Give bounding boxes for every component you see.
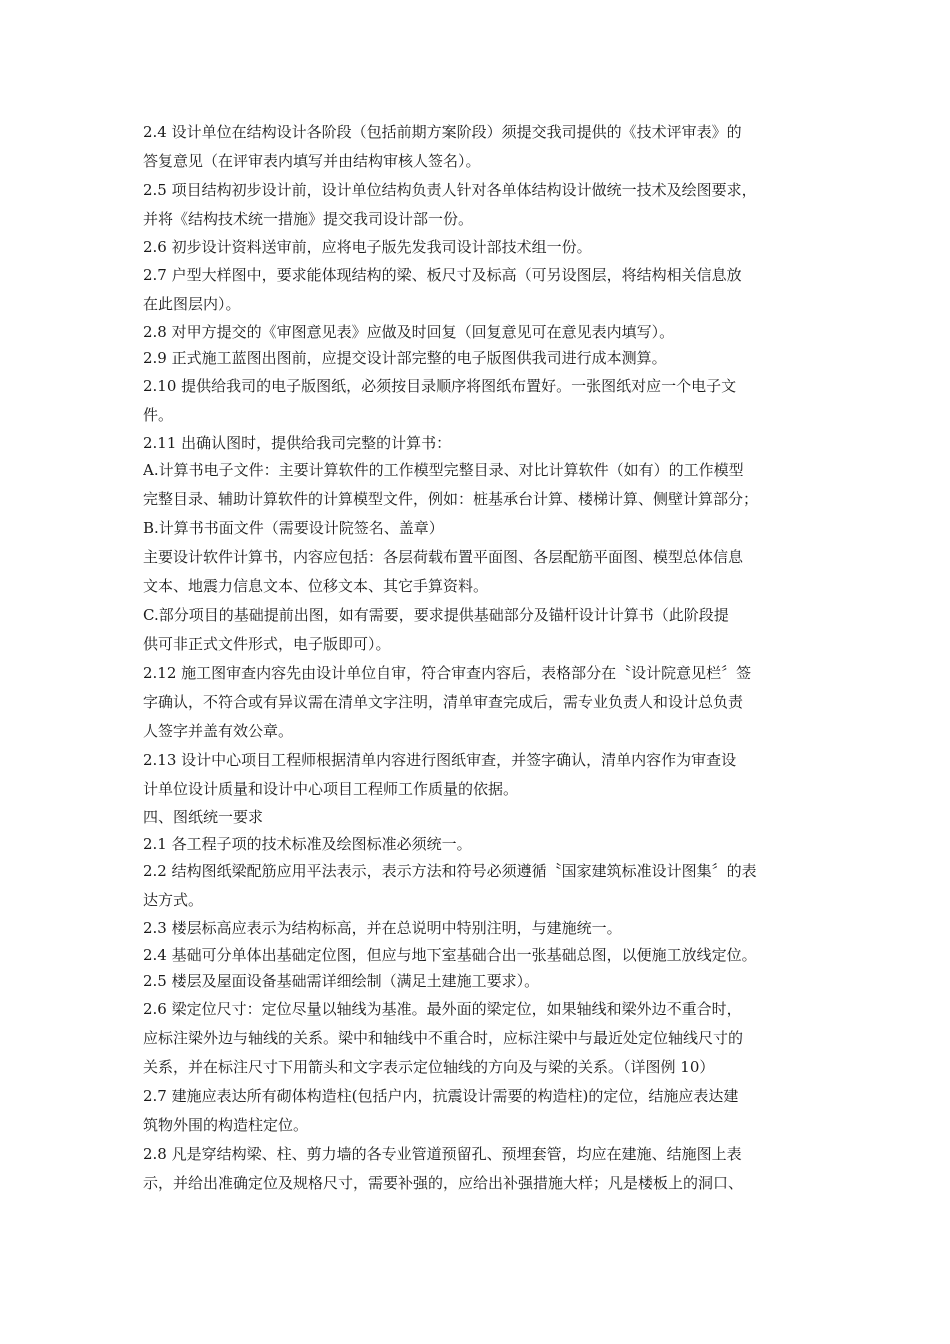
text-line: C.部分项目的基础提前出图，如有需要，要求提供基础部分及锚杆设计计算书（此阶段提 <box>143 606 729 624</box>
text-line: 2.7 户型大样图中，要求能体现结构的梁、板尺寸及标高（可另设图层，将结构相关信息放 <box>143 265 742 284</box>
text-line: 2.5 楼层及屋面设备基础需详细绘制（满足土建施工要求）。 <box>143 972 540 990</box>
text-line: 答复意见（在评审表内填写并由结构审核人签名）。 <box>143 152 481 170</box>
text-line: 文本、地震力信息文本、位移文本、其它手算资料。 <box>143 577 489 595</box>
text-line: 2.11 出确认图时，提供给我司完整的计算书： <box>143 433 452 452</box>
text-line: B.计算书书面文件（需要设计院签名、盖章） <box>143 519 444 537</box>
text-line: 2.1 各工程子项的技术标准及绘图标准必须统一。 <box>143 834 472 853</box>
text-line: 2.9 正式施工蓝图出图前，应提交设计部完整的电子版图供我司进行成本测算。 <box>143 349 667 367</box>
text-line: 达方式。 <box>143 891 204 909</box>
text-line: 2.10 提供给我司的电子版图纸，必须按目录顺序将图纸布置好。一张图纸对应一个电子文 <box>143 376 737 395</box>
section-heading: 四、图纸统一要求 <box>143 808 264 826</box>
text-line: 2.8 凡是穿结构梁、柱、剪力墙的各专业管道预留孔、预埋套管，均应在建施、结施图上表 <box>143 1144 742 1163</box>
text-line: 完整目录、辅助计算软件的计算模型文件，例如：桩基承台计算、楼梯计算、侧壁计算部分； <box>143 490 759 508</box>
text-line: 2.5 项目结构初步设计前，设计单位结构负责人针对各单体结构设计做统一技术及绘图要求， <box>143 181 757 199</box>
text-line: 2.4 基础可分单体出基础定位图，但应与地下室基础合出一张基础总图，以便施工放线定位。 <box>143 945 757 964</box>
text-line: 2.2 结构图纸梁配筋应用平法表示，表示方法和符号必须遵循〝国家建筑标准设计图集〞的表 <box>143 862 757 880</box>
text-line: 2.13 设计中心项目工程师根据清单内容进行图纸审查，并签字确认，清单内容作为审查设 <box>143 751 737 769</box>
text-line: 筑物外围的构造柱定位。 <box>143 1115 309 1134</box>
text-line: 件。 <box>143 405 174 424</box>
text-line: 2.3 楼层标高应表示为结构标高，并在总说明中特别注明，与建施统一。 <box>143 919 622 937</box>
text-line: 关系，并在标注尺寸下用箭头和文字表示定位轴线的方向及与梁的关系。（详图例 10） <box>143 1057 715 1076</box>
text-line: 供可非正式文件形式，电子版即可）。 <box>143 635 391 653</box>
text-line: 主要设计软件计算书，内容应包括：各层荷载布置平面图、各层配筋平面图、模型总体信息 <box>143 548 744 566</box>
text-line: 2.4 设计单位在结构设计各阶段（包括前期方案阶段）须提交我司提供的《技术评审表》的 <box>143 123 742 141</box>
text-line: 2.8 对甲方提交的《审图意见表》应做及时回复（回复意见可在意见表内填写）。 <box>143 322 675 341</box>
text-line: 人签字并盖有效公章。 <box>143 722 294 740</box>
text-line: 2.7 建施应表达所有砌体构造柱(包括户内，抗震设计需要的构造柱)的定位，结施应表达建 <box>143 1086 739 1105</box>
document-body <box>143 118 815 1198</box>
text-line: 并将《结构技术统一措施》提交我司设计部一份。 <box>143 210 474 228</box>
text-line: A.计算书电子文件：主要计算软件的工作模型完整目录、对比计算软件（如有）的工作模型 <box>143 461 744 479</box>
text-line: 在此图层内）。 <box>143 294 241 313</box>
text-line: 2.6 初步设计资料送审前，应将电子版先发我司设计部技术组一份。 <box>143 238 592 256</box>
text-line: 字确认，不符合或有异议需在清单文字注明，清单审查完成后，需专业负责人和设计总负责 <box>143 693 744 711</box>
text-line: 2.12 施工图审查内容先由设计单位自审，符合审查内容后，表格部分在〝设计院意见栏〞签 <box>143 664 752 682</box>
text-line: 示，并给出准确定位及规格尺寸，需要补强的，应给出补强措施大样；凡是楼板上的洞口、 <box>143 1173 744 1192</box>
text-line: 应标注梁外边与轴线的关系。梁中和轴线中不重合时，应标注梁中与最近处定位轴线尺寸的 <box>143 1028 744 1047</box>
text-line: 计单位设计质量和设计中心项目工程师工作质量的依据。 <box>143 780 519 798</box>
text-line: 2.6 梁定位尺寸：定位尽量以轴线为基准。最外面的梁定位，如果轴线和梁外边不重合时， <box>143 999 742 1018</box>
